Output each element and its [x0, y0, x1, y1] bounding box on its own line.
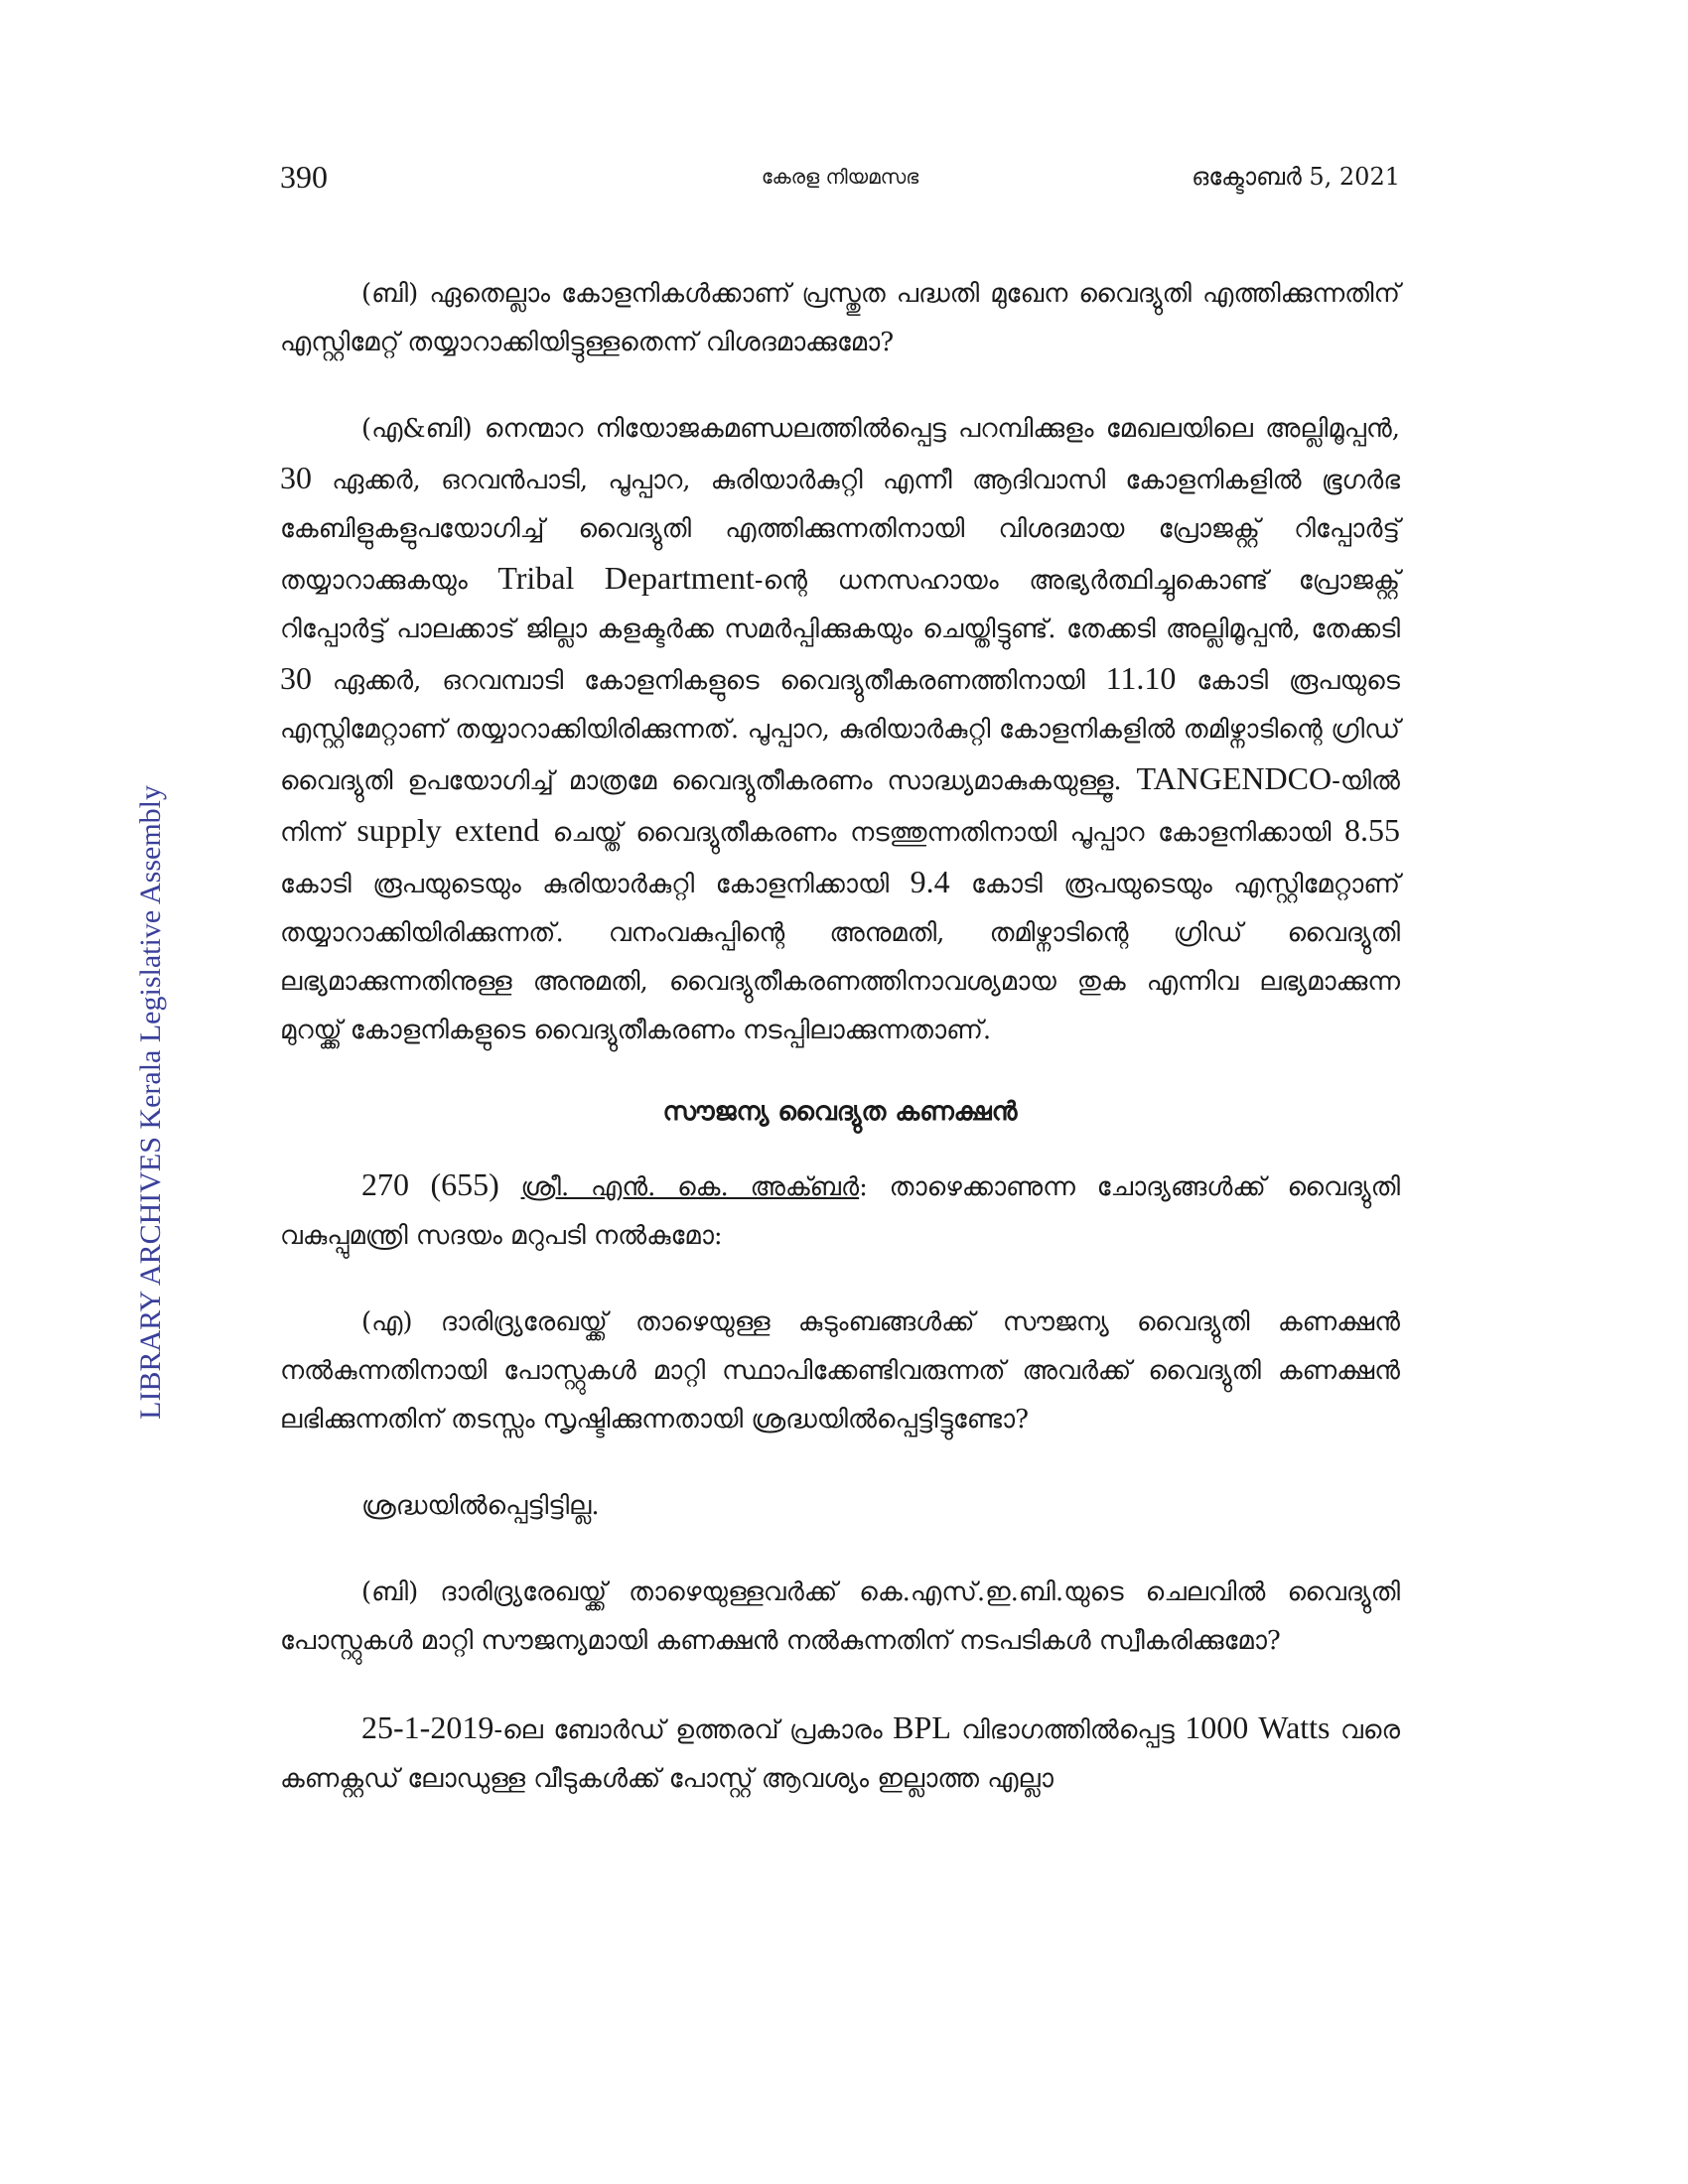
- question-b: (ബി) ദാരിദ്ര്യരേഖയ്ക്ക് താഴെയുള്ളവർക്ക് കെ.എസ്.ഇ.ബി.യുടെ ചെലവിൽ വൈദ്യുതി പോസ്റ്റുകൾ മാറ്റി സൗജന്യമായി കണക്ഷൻ നൽകുന്നതിന് നടപടികൾ സ്വീകരിക്കുമോ?: [280, 1577, 1400, 1656]
- answer-english-term: TANGENDCO: [1136, 760, 1333, 796]
- answer-text: വരെ കണക്റ്റഡ് ലോഡുള്ള വീടുകൾക്ക് പോസ്റ്റ് ആവശ്യം ഇല്ലാത്ത എല്ലാ: [280, 1715, 1400, 1794]
- header-date: ഒക്ടോബർ 5, 2021: [1192, 163, 1400, 191]
- question-intro-text: : താഴെക്കാണുന്ന ചോദ്യങ്ങൾക്ക് വൈദ്യുതി വകുപ്പുമന്ത്രി സദയം മറുപടി നൽകുമോ:: [280, 1172, 1401, 1251]
- answer-text: കോടി രൂപയുടെ എസ്റ്റിമേറ്റാണ് തയ്യാറാക്കിയിരിക്കുന്നത്. പൂപ്പാറ, കുരിയാർകുറ്റി കോളനികളിൽ തമിഴ്നാടിന്റെ ഗ്രിഡ് വൈദ്യുതി ഉപയോഗിച്ച് മാത്രമേ വൈദ്യുതീകരണം സാദ്ധ്യമാകുകയുള്ളൂ.: [280, 666, 1400, 796]
- page-number: 390: [280, 159, 328, 195]
- answer-english-term: BPL: [893, 1709, 951, 1745]
- answer-number: 11.10: [1105, 660, 1177, 696]
- answer-text: (എ&ബി) നെന്മാറ നിയോജകമണ്ഡലത്തിൽപ്പെട്ട പറമ്പിക്കുളം മേഖലയിലെ അല്ലിമൂപ്പൻ,: [361, 414, 1400, 444]
- answer-number: 9.4: [910, 864, 950, 899]
- question-b-previous: (ബി) ഏതെല്ലാം കോളനികൾക്കാണ് പ്രസ്തുത പദ്ധതി മുഖേന വൈദ്യുതി എത്തിക്കുന്നതിന് എസ്റ്റിമേറ്റ് തയ്യാറാക്കിയിട്ടുള്ളതെന്ന് വിശദമാക്കുമോ?: [280, 279, 1400, 357]
- answer-english-term: supply extend: [356, 812, 540, 848]
- order-date: 25-1-2019: [361, 1709, 494, 1745]
- answer-text: -ലെ ബോർഡ് ഉത്തരവ് പ്രകാരം: [493, 1715, 894, 1745]
- answer-a-and-b: [280, 405, 1400, 1055]
- answer-text: -യിൽ നിന്ന്: [280, 766, 1400, 848]
- answer-text: ചെയ്ത് വൈദ്യുതീകരണം നടത്തുന്നതിനായി പൂപ്പാറ കോളനിക്കായി: [539, 818, 1345, 848]
- answer-number: 8.55: [1344, 812, 1401, 848]
- answer-text: വിഭാഗത്തിൽപ്പെട്ട: [950, 1715, 1186, 1745]
- page-body: [280, 270, 1400, 1804]
- answer-english-term: Tribal Department: [497, 560, 755, 596]
- page-header: [280, 159, 1400, 199]
- answer-text: ഏക്കർ, ഒറവമ്പാടി കോളനികളുടെ വൈദ്യുതീകരണത്തിനായി: [312, 666, 1106, 696]
- watermark-text: LIBRARY ARCHIVES Kerala Legislative Assembly: [134, 784, 167, 1420]
- question-intro: [280, 1160, 1400, 1261]
- answer-number: 1000 Watts: [1185, 1709, 1331, 1745]
- answer-text: -ന്റെ ധനസഹായം അഭ്യർത്ഥിച്ചുകൊണ്ട് പ്രോജക്റ്റ് റിപ്പോർട്ട് പാലക്കാട് ജില്ലാ കളക്ടർക്ക സമർപ്പിക്കുകയും ചെയ്തിട്ടുണ്ട്. തേക്കടി അല്ലിമൂപ്പൻ, തേക്കടി: [280, 566, 1401, 644]
- section-heading: സൗജന്യ വൈദ്യുത കണക്ഷൻ: [662, 1097, 1018, 1127]
- answer-text: കോടി രൂപയുടെയും എസ്റ്റിമേറ്റാണ് തയ്യാറാക്കിയിരിക്കുന്നത്. വനംവകുപ്പിന്റെ അനുമതി, തമിഴ്നാടിന്റെ ഗ്രിഡ് വൈദ്യുതി ലഭ്യമാക്കുന്നതിനുള്ള അനുമതി, വൈദ്യുതീകരണത്തിനാവശ്യമായ തുക എന്നിവ ലഭ്യമാക്കുന്ന മുറയ്ക്ക് കോളനികളുടെ വൈദ്യുതീകരണം നടപ്പിലാക്കുന്നതാണ്.: [280, 870, 1401, 1045]
- running-title: കേരള നിയമസഭ: [761, 165, 919, 189]
- watermark: [127, 735, 175, 1469]
- member-name: ശ്രീ. എൻ. കെ. അക്ബർ: [520, 1172, 860, 1202]
- answer-text: കോടി രൂപയുടെയും കുരിയാർകുറ്റി കോളനിക്കായി: [280, 870, 911, 899]
- question-a: (എ) ദാരിദ്ര്യരേഖയ്ക്ക് താഴെയുള്ള കുടുംബങ്ങൾക്ക് സൗജന്യ വൈദ്യുതി കണക്ഷൻ നൽകുന്നതിനായി പോസ്റ്റുകൾ മാറ്റി സ്ഥാപിക്കേണ്ടിവരുന്നത് അവർക്ക് വൈദ്യുതി കണക്ഷൻ ലഭിക്കുന്നതിന് തടസ്സം സൃഷ്ടിക്കുന്നതായി ശ്രദ്ധയിൽപ്പെട്ടിട്ടുണ്ടോ?: [280, 1307, 1400, 1434]
- answer-a: ശ്രദ്ധയിൽപ്പെട്ടിട്ടില്ല.: [361, 1491, 600, 1521]
- answer-number: 30: [280, 660, 312, 696]
- answer-b: [280, 1704, 1400, 1804]
- answer-text: ഏക്കർ, ഒറവൻപാടി, പൂപ്പാറ, കുരിയാർകുറ്റി എന്നീ ആദിവാസി കോളനികളിൽ ഭൂഗർഭ കേബിളുകളുപയോഗിച്ച് വൈദ്യുതി എത്തിക്കുന്നതിനായി വിശദമായ പ്രോജക്റ്റ് റിപ്പോർട്ട് തയ്യാറാക്കുകയും: [280, 466, 1400, 596]
- question-number: 270 (655): [361, 1166, 499, 1202]
- answer-number: 30: [280, 460, 312, 495]
